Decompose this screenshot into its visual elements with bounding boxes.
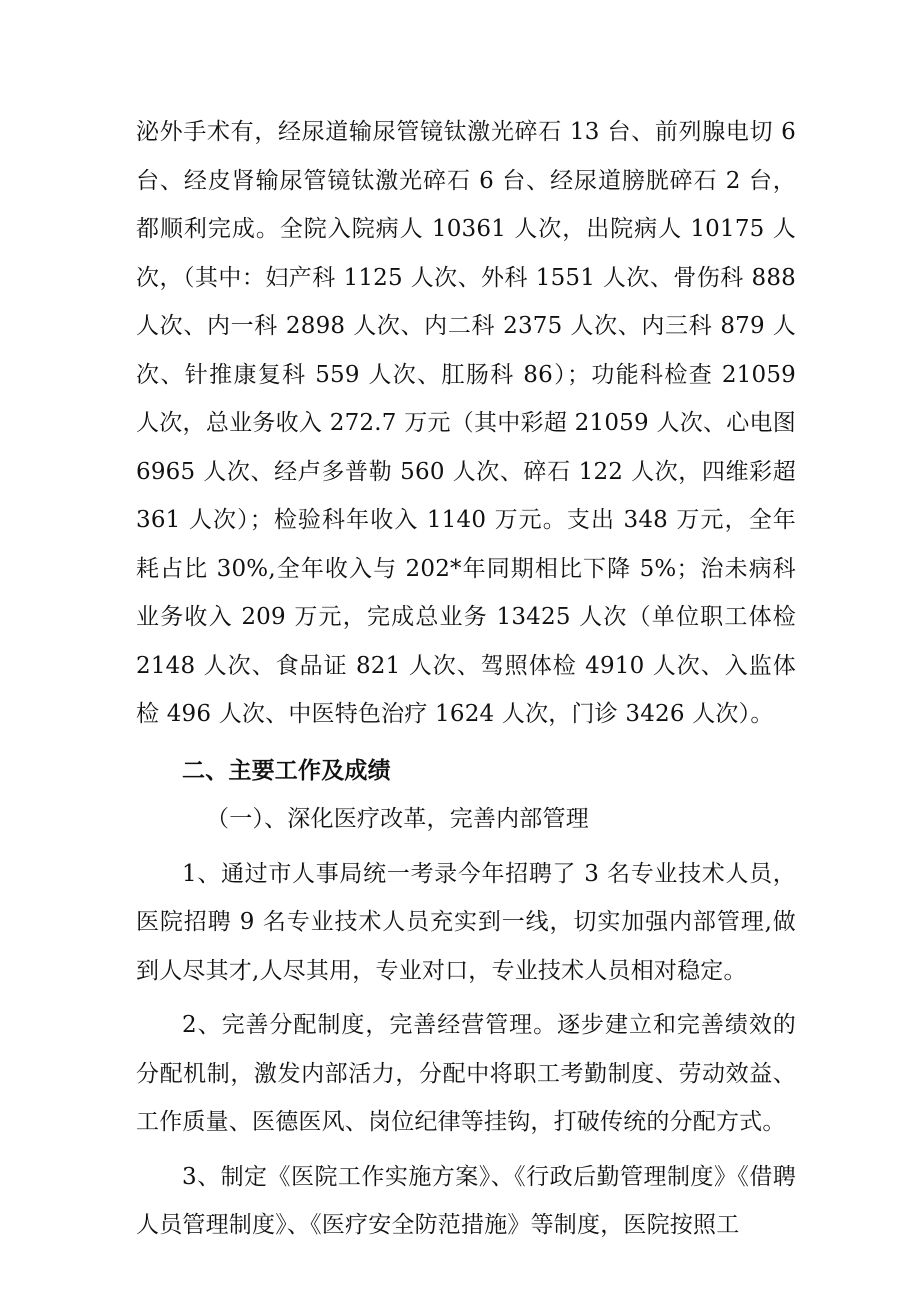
item-paragraph-1: 1、通过市人事局统一考录今年招聘了 3 名专业技术人员，医院招聘 9 名专业技术人员充实到一线，切实加强内部管理,做到人尽其才,人尽其用，专业对口，专业技术人员相对稳定。 — [136, 860, 796, 984]
statistics-paragraph: 泌外手术有，经尿道输尿管镜钛激光碎石 13 台、前列腺电切 6 台、经皮肾输尿管镜钛激光碎石 6 台、经尿道膀胱碎石 2 台，都顺利完成。全院入院病人 10361 人次，出院病人 10175 人次，（其中：妇产科 1125 人次、外科 1551 人次、骨伤科 888 人次、内一科 2898 人次、内二科 2375 人次、内三科 879 人次、针推康复科 559 人次、肛肠科 86）；功能科检查 21059 人次，总业务收入 272.7 万元（其中彩超 21059 人次、心电图 6965 人次、经卢多普勒 560 人次、碎石 122 人次，四维彩超 361 人次）；检验科年收入 1140 万元。支出 348 万元，全年耗占比 30%,全年收入与 202*年同期相比下降 5%；治未病科业务收入 209 万元，完成总业务 13425 人次（单位职工体检 2148 人次、食品证 821 人次、驾照体检 4910 人次、入监体检 496 人次、中医特色治疗 1624 人次，门诊 3426 人次）。 — [136, 119, 796, 727]
item-paragraph-3: 3、制定《医院工作实施方案》、《行政后勤管理制度》《借聘人员管理制度》、《医疗安全防范措施》等制度，医院按照工 — [136, 1163, 796, 1238]
document-body — [136, 108, 796, 1250]
section-heading: 二、主要工作及成绩 — [182, 757, 391, 784]
subsection-heading: （一）、深化医疗改革，完善内部管理 — [206, 806, 589, 832]
item-paragraph-2: 2、完善分配制度，完善经营管理。逐步建立和完善绩效的分配机制，激发内部活力，分配中将职工考勤制度、劳动效益、工作质量、医德医风、岗位纪律等挂钩，打破传统的分配方式。 — [136, 1012, 796, 1135]
